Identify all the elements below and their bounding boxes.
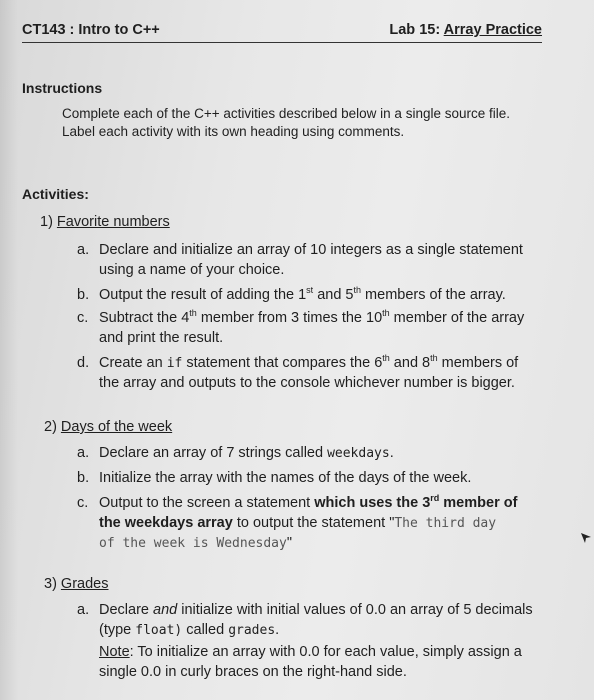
activity-1-title: 1) Favorite numbers (40, 214, 170, 230)
course-title: CT143 : Intro to C++ (22, 22, 160, 38)
activity-1-item-d: d. Create an if statement that compares the 6th and 8th members of the array and outputs to the console whichever number is bigger. (77, 353, 519, 391)
activity-3-item-a: a. Declare and initialize with initial values of 0.0 an array of 5 decimals (type float) called grades. Note: To initialize an array with 0.0 for each value, simply assign a single 0.0 in curly braces on the right-hand side. (77, 602, 533, 680)
instructions-line-1: Complete each of the C++ activities described below in a single source file. (62, 106, 510, 121)
page-shadow (0, 0, 18, 700)
instructions-heading: Instructions (22, 80, 103, 96)
activity-2-item-c: c. Output to the screen a statement which uses the 3rd member of the weekdays array to output the statement "The third day of the week is Wednesday" (77, 493, 518, 551)
activity-1-item-b: b. Output the result of adding the 1st and 5th members of the array. (77, 285, 506, 303)
instructions-line-2: Label each activity with its own heading using comments. (62, 124, 405, 139)
cursor-arrow-icon (580, 532, 592, 544)
lab-title: Lab 15: Array Practice (389, 22, 542, 38)
activity-3-title: 3) Grades (44, 576, 109, 592)
activity-1-item-a: a. Declare and initialize an array of 10 integers as a single statement using a name of your choice. (77, 242, 523, 278)
page-header (22, 20, 542, 43)
activity-2-item-a: a. Declare an array of 7 strings called weekdays. (77, 445, 394, 461)
activity-2-title: 2) Days of the week (44, 419, 173, 435)
activity-1-item-c: c. Subtract the 4th member from 3 times the 10th member of the array and print the result. (77, 308, 525, 346)
activities-heading: Activities: (22, 186, 89, 202)
activity-2-item-b: b. Initialize the array with the names of the days of the week. (77, 470, 472, 486)
